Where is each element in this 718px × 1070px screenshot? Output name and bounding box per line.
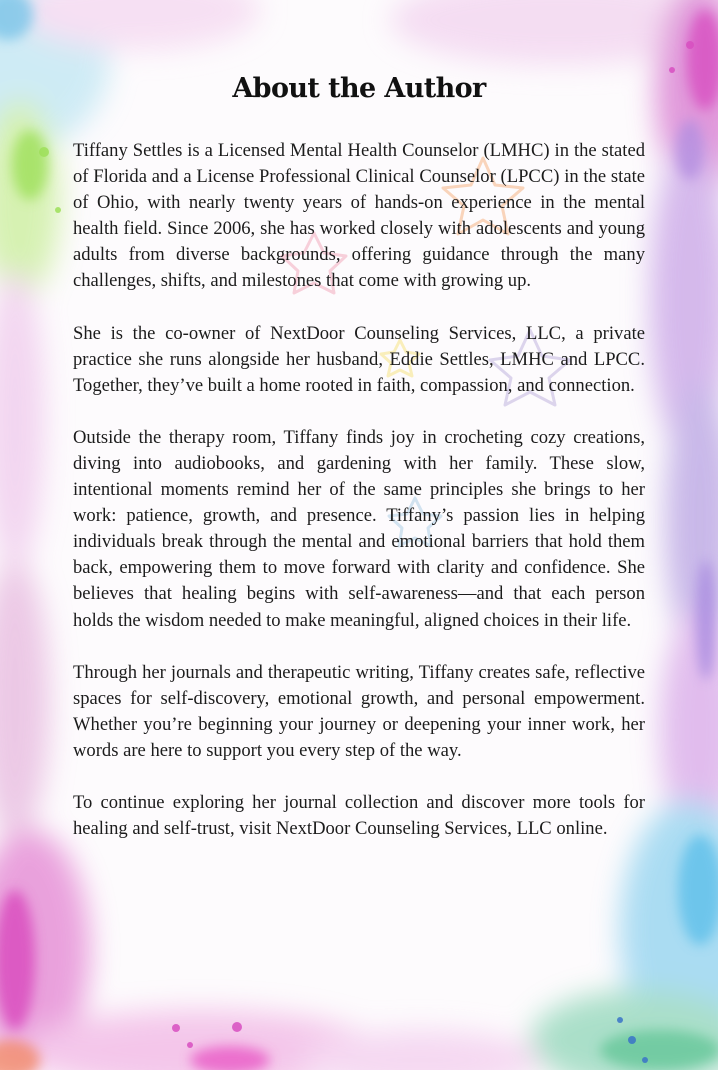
bio-paragraph-personal: Outside the therapy room, Tiffany finds joy in crocheting cozy creations, diving into audiobooks, and gardening with her family. These slow, intentional moments remind her of the same principles she brings to her work: patience, growth, and presence. Tiffany’s passion lies in helping individuals break through the mental and emotional barriers that hold them back, empowering them to move forward with clarity and confidence. She believes that healing begins with self-awareness—and that each person holds the wisdom needed to make meaningful, aligned choices in their life.: [73, 426, 645, 631]
about-author-page: [73, 70, 645, 868]
author-bio: [73, 138, 645, 842]
bio-paragraph-credentials: Tiffany Settles is a Licensed Mental Health Counselor (LMHC) in the stated of Florida and a License Professional Clinical Counselor (LPCC) in the state of Ohio, with nearly twenty years of hands-on experience in the mental health field. Since 2006, she has worked closely with adolescents and young adults from diverse backgrounds, offering guidance through the many challenges, shifts, and milestones that come with growing up.: [73, 140, 645, 292]
bio-paragraph-journals: Through her journals and therapeutic writing, Tiffany creates safe, reflective spaces for self-discovery, emotional growth, and personal empowerment. Whether you’re beginning your journey or deepening your inner work, her words are here to support you every step of the way.: [73, 661, 645, 761]
bio-paragraph-practice: She is the co-owner of NextDoor Counseling Services, LLC, a private practice she runs alongside her husband, Eddie Settles, LMHC and LPCC. Together, they’ve built a home rooted in faith, compassion, and connection.: [73, 322, 645, 396]
page-title: About the Author: [232, 73, 486, 104]
bio-paragraph-closing: To continue exploring her journal collection and discover more tools for healing and self-trust, visit NextDoor Counseling Services, LLC online.: [73, 791, 645, 840]
